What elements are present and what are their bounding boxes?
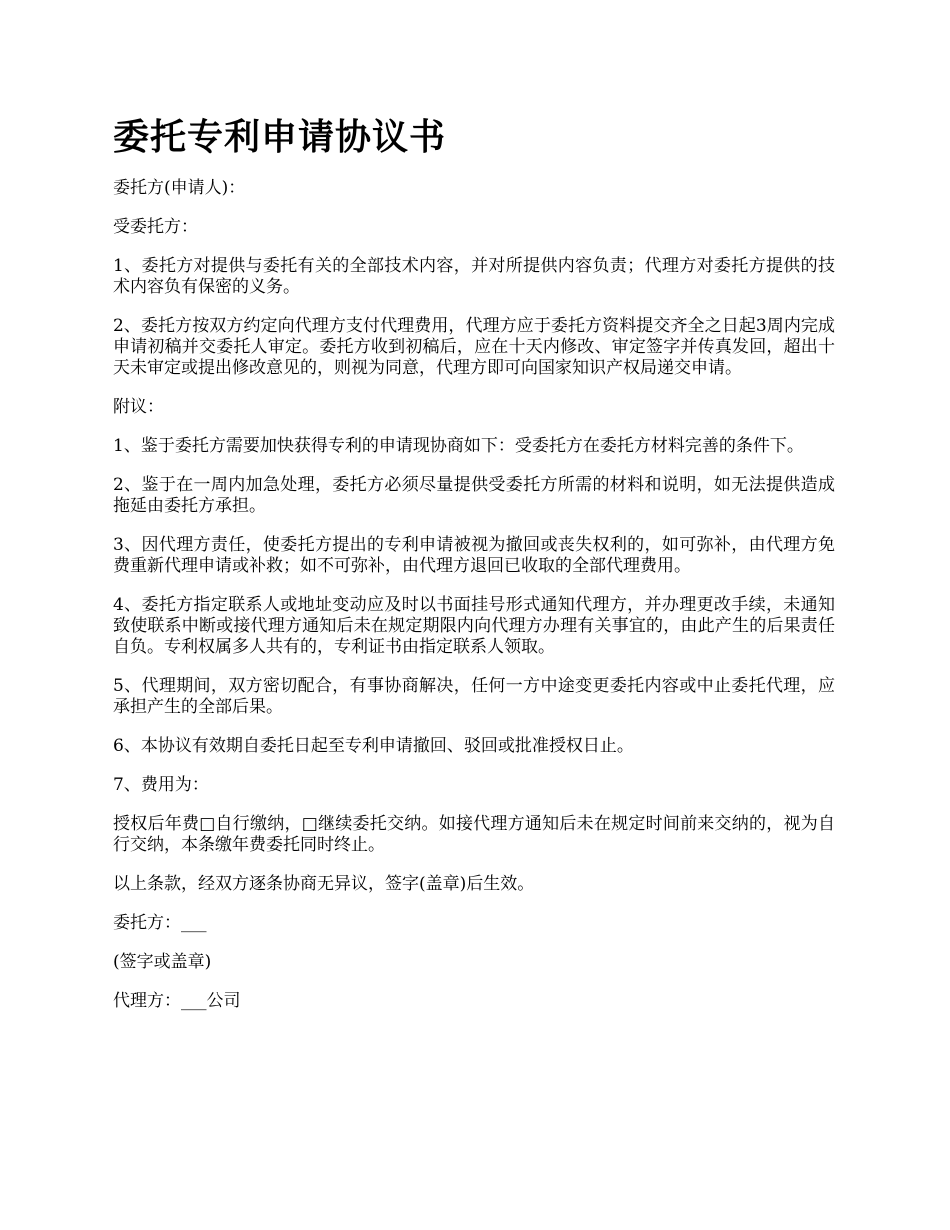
addendum-4: 4、委托方指定联系人或地址变动应及时以书面挂号形式通知代理方，并办理更改手续，未通知致使联系中断或接代理方通知后未在规定期限内向代理方办理有关事宜的，由此产生的后果责任自负。专利权属多人共有的，专利证书由指定联系人领取。 [113, 595, 835, 657]
document-title: 委托专利申请协议书 [113, 117, 447, 158]
annual-fee-clause: 授权后年费□自行缴纳，□继续委托交纳。如接代理方通知后未在规定时间前来交纳的，视为自行交纳，本条缴年费委托同时终止。 [113, 814, 835, 855]
agent-signature-line: 代理方：___公司 [113, 991, 241, 1011]
signature-note: (签字或盖章) [113, 952, 212, 972]
addendum-7: 7、费用为： [113, 775, 209, 795]
addendum-3: 3、因代理方责任，使委托方提出的专利申请被视为撤回或丧失权利的，如可弥补，由代理方免费重新代理申请或补救；如不可弥补，由代理方退回已收取的全部代理费用。 [113, 535, 835, 576]
addendum-5: 5、代理期间，双方密切配合，有事协商解决，任何一方中途变更委托内容或中止委托代理，应承担产生的全部后果。 [113, 676, 835, 717]
document-page [113, 110, 835, 1030]
agent-line: 受委托方： [113, 217, 198, 237]
client-signature-line: 委托方：___ [113, 913, 207, 933]
clause-1: 1、委托方对提供与委托有关的全部技术内容，并对所提供内容负责；代理方对委托方提供的技术内容负有保密的义务。 [113, 256, 835, 297]
addendum-2: 2、鉴于在一周内加急处理，委托方必须尽量提供受委托方所需的材料和说明，如无法提供造成拖延由委托方承担。 [113, 475, 835, 516]
clause-2: 2、委托方按双方约定向代理方支付代理费用，代理方应于委托方资料提交齐全之日起3周内完成申请初稿并交委托人审定。委托方收到初稿后，应在十天内修改、审定签字并传真发回，超出十天未审定或提出修改意见的，则视为同意，代理方即可向国家知识产权局递交申请。 [113, 316, 835, 378]
addendum-1: 1、鉴于委托方需要加快获得专利的申请现协商如下：受委托方在委托方材料完善的条件下。 [113, 436, 804, 456]
addendum-heading: 附议： [113, 397, 164, 417]
effective-clause: 以上条款，经双方逐条协商无异议，签字(盖章)后生效。 [113, 874, 535, 894]
addendum-6: 6、本协议有效期自委托日起至专利申请撤回、驳回或批准授权日止。 [113, 736, 634, 756]
client-line: 委托方(申请人)： [113, 178, 246, 198]
